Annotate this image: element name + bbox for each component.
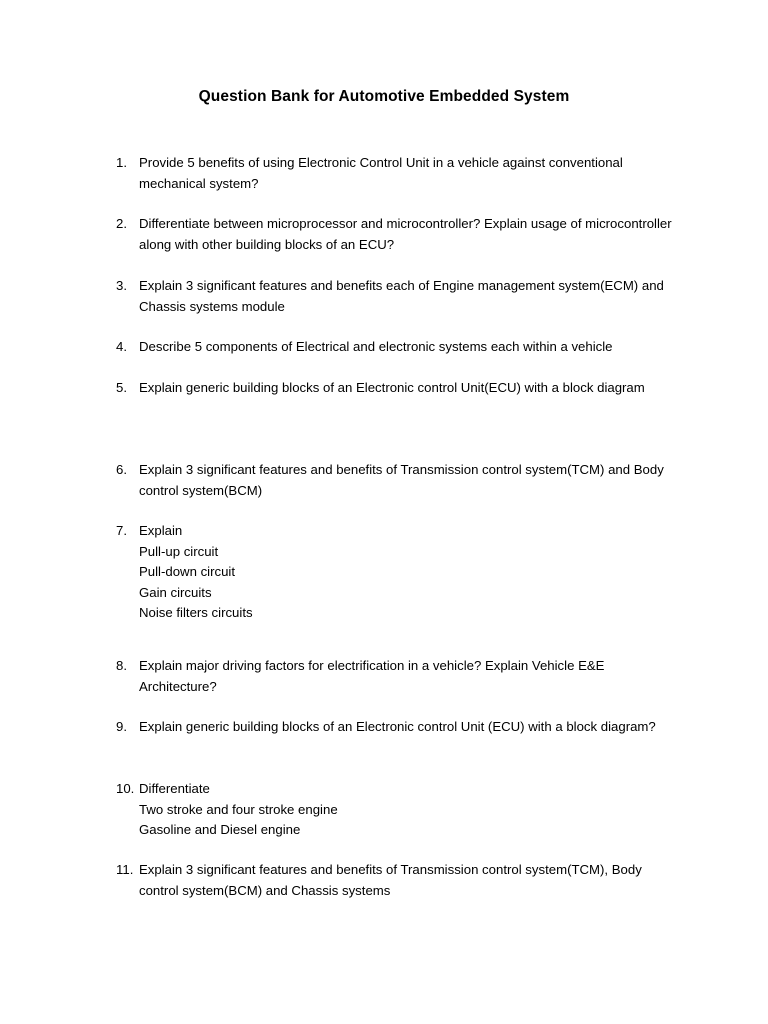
question-1 [116,153,676,194]
question-number: 2. [116,216,127,231]
question-text: Explain [139,523,183,538]
question-number: 1. [116,155,127,170]
question-text: Describe 5 components of Electrical and electronic systems each within a vehicle [139,339,613,354]
question-number: 11. [116,862,134,877]
sub-item: Noise filters circuits [139,605,253,620]
question-5 [116,378,676,399]
sub-item: Pull-up circuit [139,543,219,559]
question-text: Provide 5 benefits of using Electronic Control Unit in a vehicle against conventional mechanical system? [139,155,623,191]
question-number: 8. [116,658,127,673]
question-text: Differentiate between microprocessor and microcontroller? Explain usage of microcontroller along with other building blocks of an ECU? [139,216,672,252]
question-9 [116,717,676,738]
question-number: 4. [116,339,127,354]
question-2 [116,214,676,255]
question-4 [116,337,676,358]
question-text: Explain 3 significant features and benefits of Transmission control system(TCM), Body control system(BCM) and Chassis systems [139,862,642,898]
sub-item: Gasoline and Diesel engine [139,822,301,837]
question-number: 6. [116,462,127,477]
question-number: 3. [116,278,127,293]
question-text: Explain 3 significant features and benefits of Transmission control system(TCM) and Body control system(BCM) [139,462,664,498]
question-11 [116,860,676,901]
sub-item: Two stroke and four stroke engine [139,801,338,817]
question-3 [116,276,676,317]
question-text: Differentiate [139,781,210,796]
question-text: Explain major driving factors for electrification in a vehicle? Explain Vehicle E&E Architecture? [139,658,605,694]
question-10 [116,779,676,841]
sub-item: Gain circuits [139,584,212,600]
question-7 [116,521,676,624]
question-number: 9. [116,719,127,734]
question-8 [116,656,676,697]
sub-item: Pull-down circuit [139,564,236,579]
question-number: 5. [116,380,127,395]
question-6 [116,460,676,501]
question-text: Explain generic building blocks of an Electronic control Unit(ECU) with a block diagram [139,380,645,395]
question-text: Explain 3 significant features and benefits each of Engine management system(ECM) and Chassis systems module [139,278,664,314]
question-number: 7. [116,523,127,538]
question-number: 10. [116,781,135,796]
page-title: Question Bank for Automotive Embedded System [198,88,570,105]
question-text: Explain generic building blocks of an Electronic control Unit (ECU) with a block diagram? [139,719,656,734]
